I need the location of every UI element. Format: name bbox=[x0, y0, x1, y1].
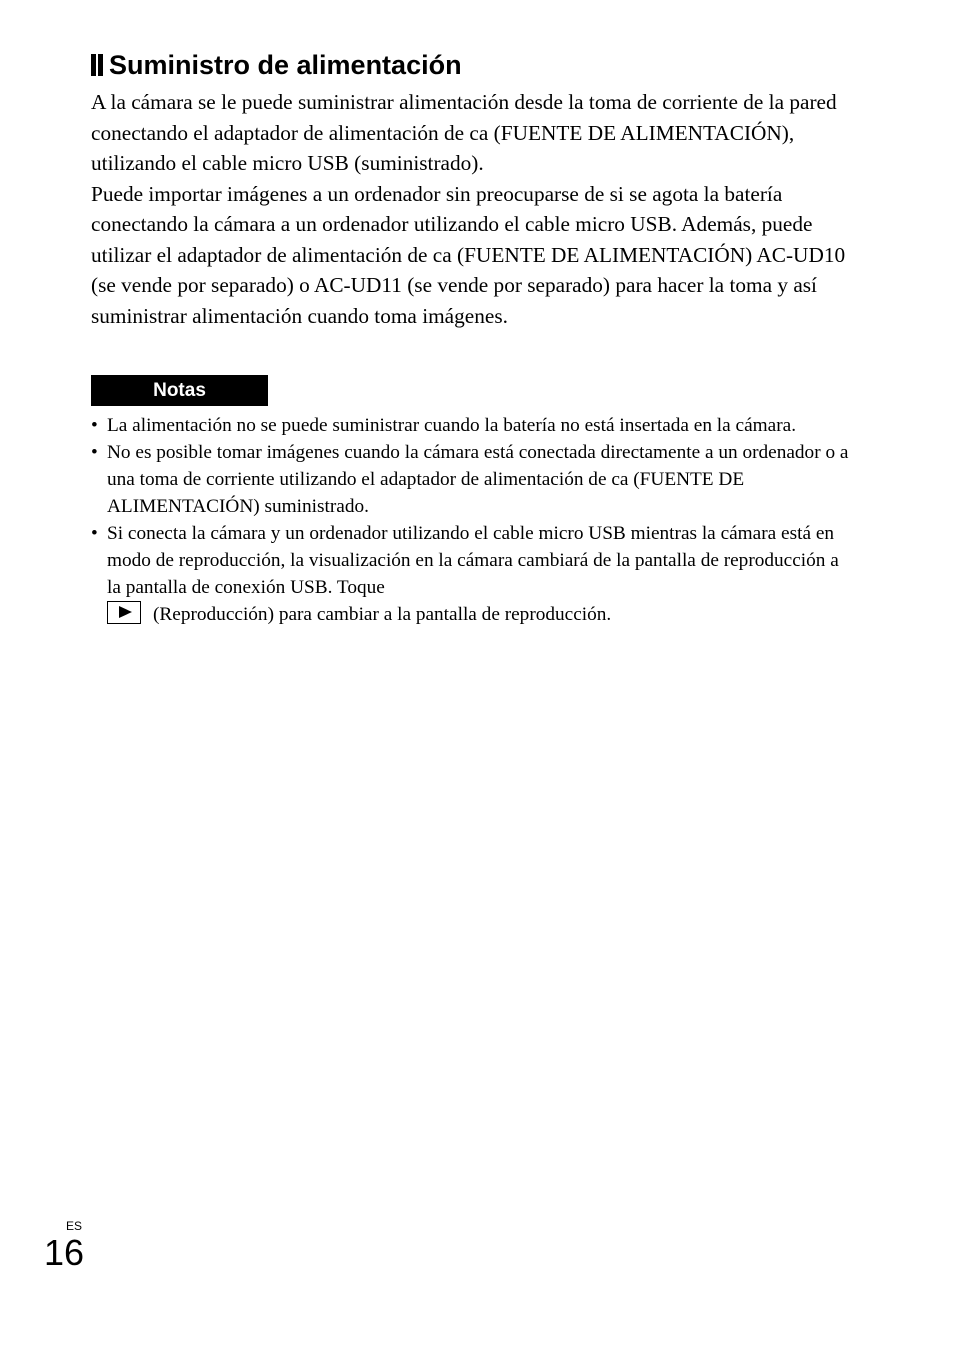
intro-paragraph: Puede importar imágenes a un ordenador sin preocuparse de si se agota la batería conectando la cámara a un ordenador utilizando el cable micro USB. Además, puede utilizar el adaptador de alimentación de ca (FUENTE DE ALIMENTACIÓN) AC-UD10 (se vende por separado) o AC-UD11 (se vende por separado) para hacer la toma y así suministrar alimentación cuando toma imágenes. bbox=[91, 181, 846, 328]
bullet: • bbox=[91, 442, 98, 463]
bullet: • bbox=[91, 523, 98, 544]
notes-label: Notas bbox=[91, 375, 268, 406]
section-heading bbox=[91, 48, 462, 82]
notes-list bbox=[91, 412, 851, 628]
note-item bbox=[91, 439, 851, 520]
language-tag: ES bbox=[66, 1219, 83, 1233]
note-text: La alimentación no se puede suministrar cuando la batería no está insertada en la cámara. bbox=[107, 415, 797, 436]
section-title: Suministro de alimentación bbox=[109, 50, 462, 80]
note-item bbox=[91, 412, 851, 439]
note-text-continuation: (Reproducción) para cambiar a la pantalla de reproducción. bbox=[153, 604, 612, 625]
play-icon bbox=[107, 601, 141, 624]
page-number: 16 bbox=[44, 1232, 85, 1273]
note-text: Si conecta la cámara y un ordenador utilizando el cable micro USB mientras la cámara está en modo de reproducción, la visualización en la cámara cambiará de la pantalla de reproducción a la pantalla de conexión USB. Toque bbox=[107, 523, 839, 598]
bullet: • bbox=[91, 415, 98, 436]
intro-text bbox=[91, 87, 861, 331]
section-marker-icon bbox=[91, 54, 103, 76]
note-item bbox=[91, 520, 851, 628]
note-text: No es posible tomar imágenes cuando la cámara está conectada directamente a un ordenador o a una toma de corriente utilizando el adaptador de alimentación de ca (FUENTE DE ALIMENTACIÓN) suministrado. bbox=[107, 442, 849, 517]
intro-paragraph: A la cámara se le puede suministrar alimentación desde la toma de corriente de la pared conectando el adaptador de alimentación de ca (FUENTE DE ALIMENTACIÓN), utilizando el cable micro USB (suministrado). bbox=[91, 90, 837, 175]
